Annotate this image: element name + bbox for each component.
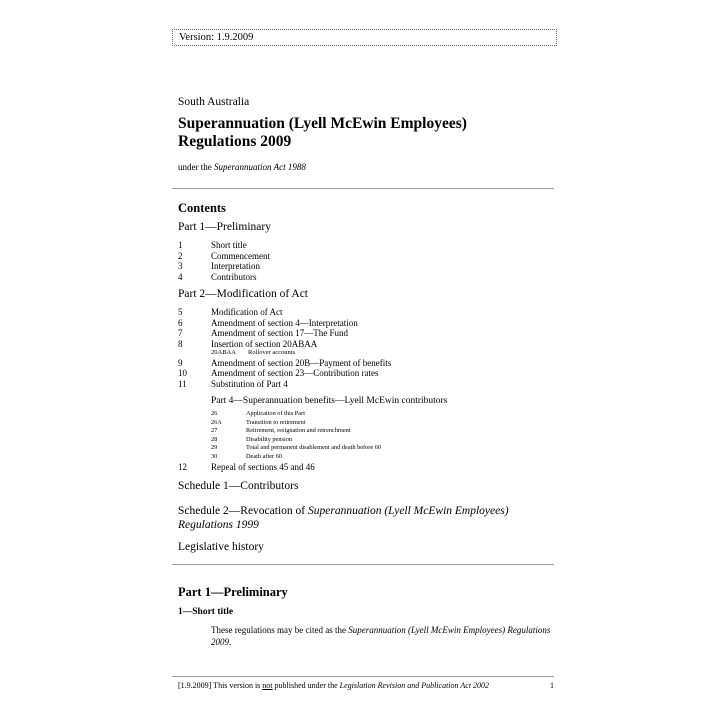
document-page: Version: 1.9.2009 South Australia Superannuation (Lyell McEwin Employees) Regulations 2009 under the Superannuation Act 1988 Contents Part 1—Preliminary 1 Short title 2 Commencement 3 Interpretation 4 Contributors Part 2—Modification of Act 5 Modification of Act 6 Amendment of section 4—Interpretation 7 Amendment of section 17—The Fund 8 Insertion of section 20ABAA 20ABAA Rollover accounts 9 Amendment of section 20B—Payment of benefits 10 Amendment of section 23—Contribution rates 11 Substitution of Part 4 Part 4—Superannuation benefits—Lyell McEwin contributors 26 Application of this Part 26A Transition to retirement 27 Retirement, resignation and retrenchment 28 Disability pension 29 Total and permanent disablement and death before 60 30 Death after 60 12 Repeal of sections 45 and 46 Schedule 1—Contributors Schedule 2—Revocation of Superannuation (Lyell McEwin Employees) Regulations 1999 Legislative history Part 1—Preliminary 1—Short title These regulations may be cited as the Superannuation (Lyell McEwin Employees) Regulations 2009. [1.9.2009] This version is not published under the Legislation Revision and Publication Act 2002 1: [0, 0, 720, 720]
toc-part-2[interactable]: Part 2—Modification of Act: [178, 288, 308, 300]
toc-inner-part-4[interactable]: Part 4—Superannuation benefits—Lyell McEwin contributors: [211, 396, 448, 406]
jurisdiction: South Australia: [178, 96, 250, 108]
toc-legislative-history[interactable]: Legislative history: [178, 541, 264, 553]
enabling-act: under the Superannuation Act 1988: [178, 162, 306, 172]
title-line-1: Superannuation (Lyell McEwin Employees): [178, 115, 467, 132]
title-line-2: Regulations 2009: [178, 133, 292, 150]
toc-schedule-2[interactable]: Schedule 2—Revocation of Superannuation (Lyell McEwin Employees) Regulations 1999: [178, 505, 509, 531]
page-number: 1: [550, 681, 554, 690]
contents-heading: Contents: [178, 201, 226, 215]
page-footer: [1.9.2009] This version is not published under the Legislation Revision and Publication Act 2002 1: [178, 681, 554, 690]
version-label: Version: 1.9.2009: [172, 29, 557, 46]
part-1-heading: Part 1—Preliminary: [178, 585, 288, 599]
toc-part-1[interactable]: Part 1—Preliminary: [178, 221, 271, 233]
enabling-act-name: Superannuation Act 1988: [214, 162, 306, 172]
document-title: [178, 115, 558, 151]
section-1-heading: 1—Short title: [178, 607, 234, 617]
section-1-text: These regulations may be cited as the Superannuation (Lyell McEwin Employees) Regulations 2009.: [211, 625, 551, 647]
toc-schedule-1[interactable]: Schedule 1—Contributors: [178, 480, 299, 492]
footer-divider: [172, 676, 554, 677]
divider: [172, 188, 554, 189]
divider: [172, 564, 554, 565]
